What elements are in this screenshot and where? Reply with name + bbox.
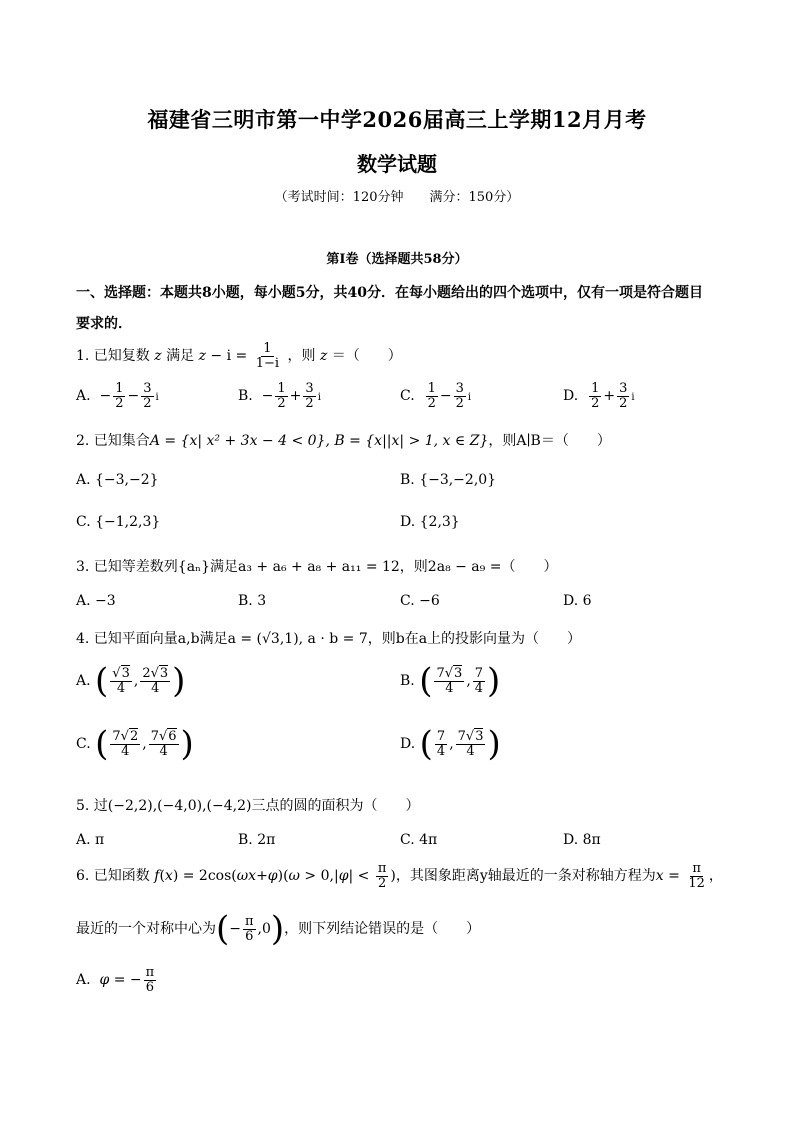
q2-option-c: C. {−1,2,3} xyxy=(76,514,161,530)
q4-option-b-label: B. xyxy=(400,673,415,689)
q2-expression: A = {x| x² + 3x − 4 < 0}, B = {x||x| > 1, x ∈ Z} xyxy=(149,433,489,449)
q6-line2-a: 最近的一个对称中心为 xyxy=(76,921,216,937)
q1-stem-b: 满足 xyxy=(166,348,195,365)
q5-option-c: C. 4π xyxy=(400,832,438,848)
q4-option-a: A. ( $\frac{√3}{4}$ , $\frac{2√3}{4}$ ) xyxy=(76,661,186,701)
q4-option-c-label: C. xyxy=(76,736,91,752)
q1-option-c: C. $\frac{1}{2}$ − $\frac{3}{2}$ i xyxy=(400,381,472,411)
q1-option-b-label: B. xyxy=(238,388,253,405)
q3-option-b: B. 3 xyxy=(238,593,267,609)
question-6-stem: 6. 已知函数 f(x) = 2cos(ωx+φ)(ω > 0,|φ| < $\frac{\pi}{2}$ )，其图象距离y轴最近的一条对称轴方程为x = $\frac{\pi}{12}$ ， xyxy=(76,861,723,891)
q1-option-c-label: C. xyxy=(400,388,415,405)
section-instruction-line1: 一、选择题：本题共8小题，每小题5分，共40分．在每小题给出的四个选项中，仅有一项是符合题目 xyxy=(76,285,703,301)
q1-option-d: D. $\frac{1}{2}$ + $\frac{3}{2}$ i xyxy=(563,381,635,411)
q4-option-c: C. ( $\frac{7√2}{4}$ , $\frac{7√6}{4}$ ) xyxy=(76,724,194,764)
q5-option-d: D. 8π xyxy=(563,832,601,848)
question-6-line2: 最近的一个对称中心为(− $\frac{\pi}{6}$ ,0)，则下列结论错误的是（ ） xyxy=(76,909,481,949)
question-5-stem: 5. 过(−2,2),(−4,0),(−4,2)三点的圆的面积为（ ） xyxy=(76,798,420,814)
q6-stem-c: ， xyxy=(708,868,723,885)
question-1-stem: 1. 已知复数 z 满足 z − i = $\frac{1}{1-i}$ ，则 z ＝（ ） xyxy=(76,341,402,371)
q3-option-c: C. −6 xyxy=(400,593,440,609)
q2-option-b: B. {−3,−2,0} xyxy=(400,472,497,488)
q2-option-d: D. {2,3} xyxy=(400,514,460,530)
q1-option-a: A. − $\frac{1}{2}$ − $\frac{3}{2}$ i xyxy=(76,381,159,411)
q1-stem-a: 1. 已知复数 xyxy=(76,348,150,365)
q2-stem: 2. 已知集合 xyxy=(76,433,150,449)
q6-line2-b: ，则下列结论错误的是（ ） xyxy=(284,921,481,937)
part-heading: 第I卷（选择题共58分） xyxy=(326,252,468,267)
q1-option-a-label: A. xyxy=(76,388,91,405)
q2-stem-end: ，则A∣B＝（ ） xyxy=(488,433,611,449)
q1-option-b: B. − $\frac{1}{2}$ + $\frac{3}{2}$ i xyxy=(238,381,321,411)
exam-subtitle: 数学试题 xyxy=(357,152,437,176)
question-4-stem: 4. 已知平面向量a,b满足a = (√3,1), a · b = 7，则b在a上的投影向量为（ ） xyxy=(76,631,582,647)
exam-title: 福建省三明市第一中学2026届高三上学期12月月考 xyxy=(147,107,647,132)
q6-option-a-label: A. xyxy=(76,972,91,989)
q6-stem-a: 6. 已知函数 xyxy=(76,868,150,885)
q4-option-d-label: D. xyxy=(400,736,416,752)
q1-stem-d: ＝（ ） xyxy=(331,348,402,365)
section-instruction-line2: 要求的． xyxy=(76,316,132,332)
q4-option-a-label: A. xyxy=(76,673,91,689)
q6-option-a: A. φ = − $\frac{\pi}{6}$ xyxy=(76,965,155,995)
question-3-stem: 3. 已知等差数列{aₙ}满足a₃ + a₆ + a₈ + a₁₁ = 12，则2a₈ − a₉ =（ ） xyxy=(76,559,558,575)
q1-stem-c: ，则 xyxy=(287,348,316,365)
q2-option-a: A. {−3,−2} xyxy=(76,472,159,488)
q5-option-a: A. π xyxy=(76,832,105,848)
q6-stem-b: ，其图象距离y轴最近的一条对称轴方程为 xyxy=(395,868,656,885)
exam-info: （考试时间：120分钟 满分：150分） xyxy=(274,190,520,205)
q4-option-d: D. ( $\frac{7}{4}$ , $\frac{7√3}{4}$ ) xyxy=(400,724,501,764)
q1-option-d-label: D. xyxy=(563,388,579,405)
question-2-stem xyxy=(76,430,611,450)
q4-option-b: B. ( $\frac{7√3}{4}$ , $\frac{7}{4}$ ) xyxy=(400,661,501,701)
q5-option-b: B. 2π xyxy=(238,832,276,848)
q3-option-d: D. 6 xyxy=(563,593,592,609)
q3-option-a: A. −3 xyxy=(76,593,116,609)
